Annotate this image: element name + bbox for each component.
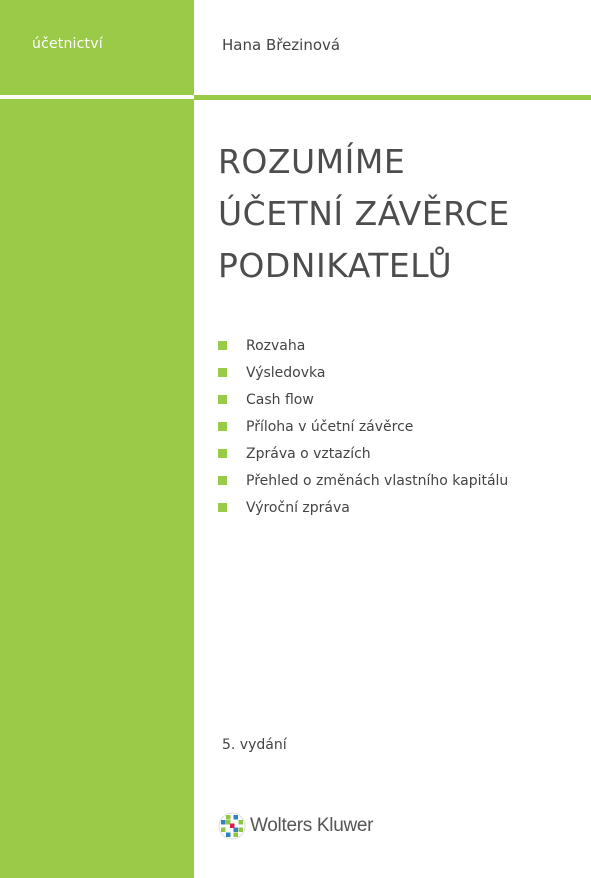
- book-title: [218, 136, 510, 292]
- series-label: účetnictví: [32, 36, 103, 52]
- square-bullet-icon: [218, 476, 227, 485]
- list-item-label: Výroční zpráva: [246, 499, 350, 516]
- cover-green-band: [0, 0, 194, 878]
- header-divider-right: [194, 95, 591, 100]
- author-name: Hana Březinová: [222, 36, 341, 54]
- square-bullet-icon: [218, 395, 227, 404]
- list-item: [218, 467, 508, 494]
- publisher-name: Wolters Kluwer: [250, 815, 374, 836]
- list-item: [218, 359, 508, 386]
- edition-label: 5. vydání: [222, 737, 287, 753]
- list-item-label: Příloha v účetní závěrce: [246, 418, 414, 435]
- list-item-label: Zpráva o vztazích: [246, 445, 371, 462]
- title-line-3: PODNIKATELŮ: [218, 246, 453, 285]
- list-item: [218, 440, 508, 467]
- list-item: [218, 332, 508, 359]
- square-bullet-icon: [218, 422, 227, 431]
- list-item: [218, 386, 508, 413]
- contents-list: [218, 332, 508, 521]
- square-bullet-icon: [218, 368, 227, 377]
- list-item: [218, 413, 508, 440]
- title-line-2: ÚČETNÍ ZÁVĚRCE: [218, 194, 510, 233]
- list-item-label: Cash flow: [246, 391, 314, 408]
- publisher-mark: [218, 812, 373, 840]
- header-divider-left: [0, 95, 194, 99]
- square-bullet-icon: [218, 449, 227, 458]
- list-item-label: Rozvaha: [246, 337, 306, 354]
- title-line-1: ROZUMÍME: [218, 142, 406, 181]
- square-bullet-icon: [218, 341, 227, 350]
- square-bullet-icon: [218, 503, 227, 512]
- list-item-label: Výsledovka: [246, 364, 326, 381]
- wolters-kluwer-logo-icon: [218, 812, 246, 840]
- list-item: [218, 494, 508, 521]
- list-item-label: Přehled o změnách vlastního kapitálu: [246, 472, 509, 489]
